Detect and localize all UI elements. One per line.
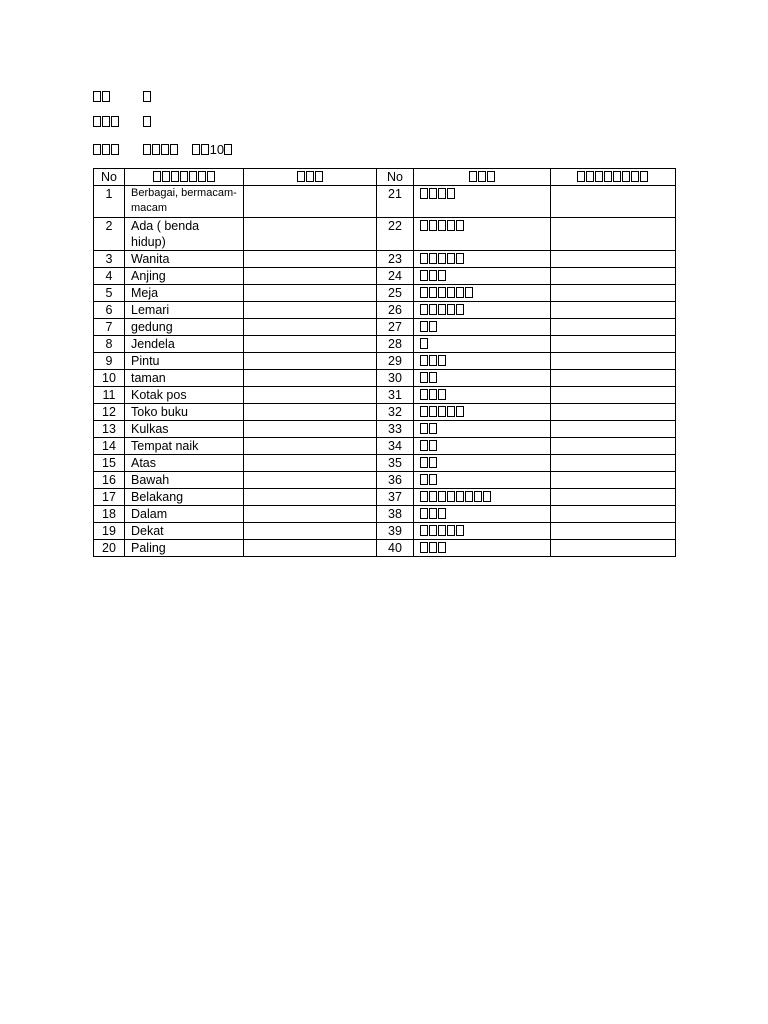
answer-cell-right[interactable]: [551, 251, 676, 268]
answer-cell-left[interactable]: [244, 268, 377, 285]
word-japanese: [414, 472, 551, 489]
missing-glyph-box: [201, 144, 209, 155]
row-number-left: 7: [94, 319, 125, 336]
row-number-right: 24: [377, 268, 414, 285]
table-row: [94, 421, 676, 438]
header-label-2: [93, 113, 139, 131]
missing-glyph-box: [447, 253, 455, 264]
missing-glyph-box: [429, 304, 437, 315]
missing-glyph-box: [420, 188, 428, 199]
missing-glyph-box: [93, 91, 101, 102]
header-label-3: [93, 141, 139, 159]
missing-glyph-box: [429, 440, 437, 451]
missing-glyph-box: [429, 406, 437, 417]
answer-cell-left[interactable]: [244, 370, 377, 387]
missing-glyph-box: [438, 406, 446, 417]
missing-glyph-box: [429, 188, 437, 199]
missing-glyph-box: [207, 171, 215, 182]
row-number-left: 10: [94, 370, 125, 387]
word-japanese: [414, 186, 551, 218]
missing-glyph-box: [469, 171, 477, 182]
word-indonesian: Dekat: [125, 523, 244, 540]
word-indonesian: Pintu: [125, 353, 244, 370]
table-row: [94, 540, 676, 557]
missing-glyph-box: [465, 491, 473, 502]
answer-cell-right[interactable]: [551, 489, 676, 506]
answer-cell-right[interactable]: [551, 438, 676, 455]
answer-cell-right[interactable]: [551, 421, 676, 438]
missing-glyph-box: [429, 372, 437, 383]
table-row: [94, 506, 676, 523]
missing-glyph-box: [438, 491, 446, 502]
missing-glyph-box: [420, 474, 428, 485]
word-japanese: [414, 336, 551, 353]
word-japanese: [414, 455, 551, 472]
answer-cell-left[interactable]: [244, 186, 377, 218]
missing-glyph-box: [622, 171, 630, 182]
word-japanese: [414, 404, 551, 421]
missing-glyph-box: [429, 270, 437, 281]
table-row: [94, 370, 676, 387]
missing-glyph-box: [640, 171, 648, 182]
missing-glyph-box: [143, 116, 151, 127]
table-header-row: [94, 169, 676, 186]
row-number-right: 33: [377, 421, 414, 438]
row-number-left: 17: [94, 489, 125, 506]
answer-cell-left[interactable]: [244, 540, 377, 557]
answer-cell-right[interactable]: [551, 319, 676, 336]
table-row: [94, 319, 676, 336]
missing-glyph-box: [111, 144, 119, 155]
missing-glyph-box: [420, 440, 428, 451]
missing-glyph-box: [429, 253, 437, 264]
answer-cell-left[interactable]: [244, 319, 377, 336]
word-japanese: [414, 353, 551, 370]
row-number-left: 12: [94, 404, 125, 421]
missing-glyph-box: [161, 144, 169, 155]
missing-glyph-box: [420, 220, 428, 231]
missing-glyph-box: [111, 116, 119, 127]
missing-glyph-box: [429, 355, 437, 366]
answer-cell-left[interactable]: [244, 421, 377, 438]
word-indonesian: Anjing: [125, 268, 244, 285]
word-indonesian: Kulkas: [125, 421, 244, 438]
missing-glyph-box: [456, 220, 464, 231]
missing-glyph-box: [456, 406, 464, 417]
missing-glyph-box: [420, 270, 428, 281]
row-number-right: 29: [377, 353, 414, 370]
header-line-2: [93, 113, 152, 131]
table-row: [94, 251, 676, 268]
word-indonesian: Berbagai, bermacam-macam: [125, 186, 244, 218]
header-line-1: [93, 88, 152, 106]
table-row: [94, 404, 676, 421]
table-row: [94, 387, 676, 404]
missing-glyph-box: [438, 287, 446, 298]
word-japanese: [414, 302, 551, 319]
missing-glyph-box: [447, 287, 455, 298]
word-indonesian: Dalam: [125, 506, 244, 523]
missing-glyph-box: [595, 171, 603, 182]
header-value-2: [143, 113, 152, 131]
row-number-right: 28: [377, 336, 414, 353]
answer-cell-left[interactable]: [244, 472, 377, 489]
word-indonesian: Paling: [125, 540, 244, 557]
row-number-right: 40: [377, 540, 414, 557]
missing-glyph-box: [420, 372, 428, 383]
row-number-left: 6: [94, 302, 125, 319]
col-header-word-left: [125, 169, 244, 186]
row-number-right: 30: [377, 370, 414, 387]
row-number-left: 19: [94, 523, 125, 540]
word-indonesian: Lemari: [125, 302, 244, 319]
row-number-right: 37: [377, 489, 414, 506]
table-row: [94, 285, 676, 302]
missing-glyph-box: [420, 542, 428, 553]
row-number-right: 36: [377, 472, 414, 489]
missing-glyph-box: [456, 287, 464, 298]
missing-glyph-box: [438, 188, 446, 199]
missing-glyph-box: [102, 91, 110, 102]
missing-glyph-box: [438, 542, 446, 553]
missing-glyph-box: [438, 525, 446, 536]
row-number-right: 31: [377, 387, 414, 404]
missing-glyph-box: [143, 91, 151, 102]
word-indonesian: Bawah: [125, 472, 244, 489]
missing-glyph-box: [420, 406, 428, 417]
row-number-left: 8: [94, 336, 125, 353]
missing-glyph-box: [420, 287, 428, 298]
missing-glyph-box: [613, 171, 621, 182]
missing-glyph-box: [420, 389, 428, 400]
missing-glyph-box: [420, 338, 428, 349]
row-number-right: 27: [377, 319, 414, 336]
word-indonesian: Wanita: [125, 251, 244, 268]
table-row: [94, 438, 676, 455]
row-number-left: 13: [94, 421, 125, 438]
word-indonesian: Meja: [125, 285, 244, 302]
answer-cell-left[interactable]: [244, 251, 377, 268]
missing-glyph-box: [420, 491, 428, 502]
row-number-right: 21: [377, 186, 414, 218]
word-indonesian: Kotak pos: [125, 387, 244, 404]
answer-cell-right[interactable]: [551, 387, 676, 404]
word-japanese: [414, 540, 551, 557]
missing-glyph-box: [478, 171, 486, 182]
missing-glyph-box: [438, 220, 446, 231]
missing-glyph-box: [420, 423, 428, 434]
row-number-left: 16: [94, 472, 125, 489]
missing-glyph-box: [153, 171, 161, 182]
word-indonesian: Toko buku: [125, 404, 244, 421]
table-row: [94, 268, 676, 285]
row-number-left: 5: [94, 285, 125, 302]
table-row: [94, 336, 676, 353]
word-indonesian: Tempat naik: [125, 438, 244, 455]
row-number-left: 15: [94, 455, 125, 472]
missing-glyph-box: [586, 171, 594, 182]
missing-glyph-box: [438, 253, 446, 264]
col-header-answer-right: [551, 169, 676, 186]
answer-cell-right[interactable]: [551, 218, 676, 251]
table-row: [94, 186, 676, 218]
answer-cell-left[interactable]: [244, 353, 377, 370]
row-number-right: 26: [377, 302, 414, 319]
word-japanese: [414, 218, 551, 251]
answer-cell-left[interactable]: [244, 455, 377, 472]
missing-glyph-box: [420, 253, 428, 264]
word-indonesian: gedung: [125, 319, 244, 336]
missing-glyph-box: [420, 304, 428, 315]
missing-glyph-box: [429, 508, 437, 519]
row-number-right: 25: [377, 285, 414, 302]
missing-glyph-box: [456, 253, 464, 264]
missing-glyph-box: [429, 423, 437, 434]
missing-glyph-box: [438, 304, 446, 315]
row-number-right: 38: [377, 506, 414, 523]
missing-glyph-box: [420, 457, 428, 468]
answer-cell-right[interactable]: [551, 186, 676, 218]
answer-cell-right[interactable]: [551, 523, 676, 540]
missing-glyph-box: [152, 144, 160, 155]
answer-cell-right[interactable]: [551, 472, 676, 489]
word-japanese: [414, 506, 551, 523]
answer-cell-left[interactable]: [244, 285, 377, 302]
answer-cell-right[interactable]: [551, 353, 676, 370]
row-number-right: 22: [377, 218, 414, 251]
row-number-left: 4: [94, 268, 125, 285]
table-row: [94, 302, 676, 319]
row-number-right: 35: [377, 455, 414, 472]
row-number-right: 34: [377, 438, 414, 455]
word-japanese: [414, 251, 551, 268]
answer-cell-left[interactable]: [244, 387, 377, 404]
word-japanese: [414, 268, 551, 285]
missing-glyph-box: [447, 491, 455, 502]
answer-cell-left[interactable]: [244, 218, 377, 251]
missing-glyph-box: [315, 171, 323, 182]
word-indonesian: taman: [125, 370, 244, 387]
answer-cell-right[interactable]: [551, 370, 676, 387]
missing-glyph-box: [456, 491, 464, 502]
row-number-right: 32: [377, 404, 414, 421]
missing-glyph-box: [180, 171, 188, 182]
answer-cell-right[interactable]: [551, 302, 676, 319]
table-row: [94, 489, 676, 506]
row-number-right: 39: [377, 523, 414, 540]
answer-cell-left[interactable]: [244, 336, 377, 353]
row-number-right: 23: [377, 251, 414, 268]
missing-glyph-box: [429, 457, 437, 468]
missing-glyph-box: [438, 270, 446, 281]
word-japanese: [414, 370, 551, 387]
missing-glyph-box: [456, 304, 464, 315]
missing-glyph-box: [447, 220, 455, 231]
col-header-no-left: No: [94, 169, 125, 186]
answer-cell-left[interactable]: [244, 523, 377, 540]
missing-glyph-box: [577, 171, 585, 182]
row-number-left: 14: [94, 438, 125, 455]
row-number-left: 3: [94, 251, 125, 268]
answer-cell-left[interactable]: [244, 438, 377, 455]
word-japanese: [414, 319, 551, 336]
missing-glyph-box: [143, 144, 151, 155]
missing-glyph-box: [447, 525, 455, 536]
col-header-no-right: No: [377, 169, 414, 186]
header-value-1: [143, 88, 152, 106]
missing-glyph-box: [487, 171, 495, 182]
answer-cell-right[interactable]: [551, 540, 676, 557]
header-value-3: 10: [143, 141, 233, 159]
missing-glyph-box: [474, 491, 482, 502]
missing-glyph-box: [429, 525, 437, 536]
missing-glyph-box: [631, 171, 639, 182]
col-header-word-right: [414, 169, 551, 186]
missing-glyph-box: [93, 116, 101, 127]
answer-cell-left[interactable]: [244, 506, 377, 523]
missing-glyph-box: [102, 116, 110, 127]
missing-glyph-box: [420, 355, 428, 366]
answer-cell-right[interactable]: [551, 268, 676, 285]
word-indonesian: Jendela: [125, 336, 244, 353]
word-japanese: [414, 285, 551, 302]
missing-glyph-box: [438, 389, 446, 400]
header-label-1: [93, 88, 139, 106]
word-japanese: [414, 421, 551, 438]
missing-glyph-box: [420, 321, 428, 332]
missing-glyph-box: [224, 144, 232, 155]
row-number-left: 20: [94, 540, 125, 557]
table-row: [94, 353, 676, 370]
row-number-left: 2: [94, 218, 125, 251]
vocabulary-table: [93, 168, 676, 557]
answer-cell-right[interactable]: [551, 506, 676, 523]
missing-glyph-box: [429, 491, 437, 502]
missing-glyph-box: [189, 171, 197, 182]
answer-cell-right[interactable]: [551, 404, 676, 421]
missing-glyph-box: [170, 144, 178, 155]
answer-cell-right[interactable]: [551, 336, 676, 353]
missing-glyph-box: [465, 287, 473, 298]
missing-glyph-box: [429, 542, 437, 553]
missing-glyph-box: [171, 171, 179, 182]
missing-glyph-box: [604, 171, 612, 182]
missing-glyph-box: [93, 144, 101, 155]
missing-glyph-box: [447, 188, 455, 199]
missing-glyph-box: [447, 304, 455, 315]
missing-glyph-box: [447, 406, 455, 417]
word-japanese: [414, 438, 551, 455]
missing-glyph-box: [429, 287, 437, 298]
answer-cell-right[interactable]: [551, 285, 676, 302]
missing-glyph-box: [438, 508, 446, 519]
missing-glyph-box: [198, 171, 206, 182]
missing-glyph-box: [420, 508, 428, 519]
missing-glyph-box: [429, 321, 437, 332]
table-row: [94, 218, 676, 251]
answer-cell-left[interactable]: [244, 489, 377, 506]
table-row: [94, 472, 676, 489]
word-indonesian: Atas: [125, 455, 244, 472]
answer-cell-left[interactable]: [244, 404, 377, 421]
answer-cell-right[interactable]: [551, 455, 676, 472]
row-number-left: 18: [94, 506, 125, 523]
missing-glyph-box: [420, 525, 428, 536]
header-line-3: [93, 141, 233, 159]
table-row: [94, 455, 676, 472]
word-indonesian: Ada ( benda hidup): [125, 218, 244, 251]
col-header-answer-left: [244, 169, 377, 186]
word-japanese: [414, 523, 551, 540]
missing-glyph-box: [456, 525, 464, 536]
missing-glyph-box: [192, 144, 200, 155]
row-number-left: 1: [94, 186, 125, 218]
missing-glyph-box: [429, 220, 437, 231]
word-indonesian: Belakang: [125, 489, 244, 506]
missing-glyph-box: [102, 144, 110, 155]
missing-glyph-box: [306, 171, 314, 182]
word-japanese: [414, 489, 551, 506]
missing-glyph-box: [162, 171, 170, 182]
table-row: [94, 523, 676, 540]
missing-glyph-box: [297, 171, 305, 182]
word-japanese: [414, 387, 551, 404]
missing-glyph-box: [429, 474, 437, 485]
row-number-left: 11: [94, 387, 125, 404]
missing-glyph-box: [429, 389, 437, 400]
row-number-left: 9: [94, 353, 125, 370]
missing-glyph-box: [438, 355, 446, 366]
missing-glyph-box: [483, 491, 491, 502]
answer-cell-left[interactable]: [244, 302, 377, 319]
